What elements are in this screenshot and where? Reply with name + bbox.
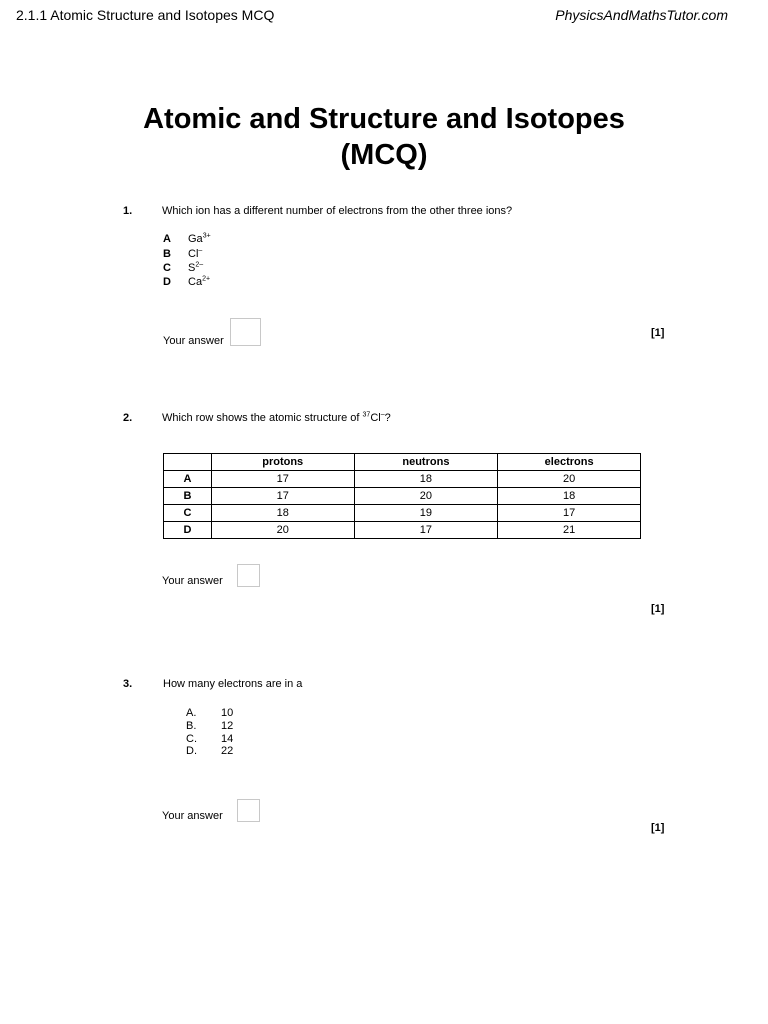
table-row [164, 488, 641, 505]
table-cell: 18 [211, 505, 354, 522]
table-row-label: C [164, 505, 212, 522]
question-1-option-letter: A [163, 233, 171, 245]
question-3-option-letter: C. [186, 733, 197, 745]
question-2-marks: [1] [651, 603, 665, 615]
table-header-row [164, 454, 641, 471]
question-3-option-value: 10 [221, 707, 234, 719]
table-header-protons: protons [211, 454, 354, 471]
table-header-cell [164, 454, 212, 471]
question-3-option-letter: B. [186, 720, 197, 732]
question-1-option-d-value: $Ca^{2+}$ [188, 275, 211, 288]
question-2-answer-label: Your answer [162, 575, 223, 587]
question-1-option-b-value: Cl– [188, 247, 203, 260]
question-1-option-c-value: $S^{2-}$ [188, 261, 204, 274]
question-1-marks: [1] [651, 327, 665, 339]
question-3-number: 3. [123, 678, 133, 690]
question-3-option-value: 12 [221, 720, 234, 732]
table-header-neutrons: neutrons [354, 454, 498, 471]
question-3-text: How many electrons are in a [163, 678, 303, 690]
table-row [164, 505, 641, 522]
table-header-electrons: electrons [498, 454, 641, 471]
question-1-option-a-value: $Ga^{3+}$ [188, 232, 211, 245]
table-row-label: B [164, 488, 212, 505]
table-cell: 20 [498, 471, 641, 488]
question-1-answer-box[interactable] [230, 318, 261, 346]
table-cell: 19 [354, 505, 498, 522]
table-cell: 20 [354, 488, 498, 505]
question-3-option-letter: A. [186, 707, 197, 719]
table-cell: 17 [211, 488, 354, 505]
question-1-option-letter: C [163, 262, 171, 274]
question-1-number: 1. [123, 205, 133, 217]
question-2-text: Which row shows the atomic structure of $^{37}$Cl–? [162, 411, 391, 424]
question-1-answer-label: Your answer [163, 335, 224, 347]
table-row [164, 522, 641, 539]
table-cell: 18 [354, 471, 498, 488]
question-3-marks: [1] [651, 822, 665, 834]
question-1-option-letter: B [163, 248, 171, 260]
table-cell: 18 [498, 488, 641, 505]
table-cell: 21 [498, 522, 641, 539]
table-row [164, 471, 641, 488]
table-cell: 20 [211, 522, 354, 539]
page-title-line-1: Atomic and Structure and Isotopes [143, 103, 625, 135]
table-cell: 17 [211, 471, 354, 488]
question-3-option-value: 14 [221, 733, 234, 745]
table-row-label: D [164, 522, 212, 539]
table-row-label: A [164, 471, 212, 488]
question-2-answer-box[interactable] [237, 564, 260, 587]
question-1-text: Which ion has a different number of electrons from the other three ions? [162, 205, 513, 217]
question-3-answer-box[interactable] [237, 799, 260, 822]
page-title-line-2: (MCQ) [340, 139, 428, 171]
table-cell: 17 [354, 522, 498, 539]
question-2-number: 2. [123, 412, 133, 424]
header-left-title: 2.1.1 Atomic Structure and Isotopes MCQ [16, 7, 275, 23]
table-cell: 17 [498, 505, 641, 522]
header-right-site: PhysicsAndMathsTutor.com [555, 7, 728, 23]
atomic-structure-table [163, 453, 641, 539]
question-1-option-letter: D [163, 276, 171, 288]
question-3-answer-label: Your answer [162, 810, 223, 822]
question-3-option-value: 22 [221, 745, 234, 757]
question-3-option-letter: D. [186, 745, 197, 757]
